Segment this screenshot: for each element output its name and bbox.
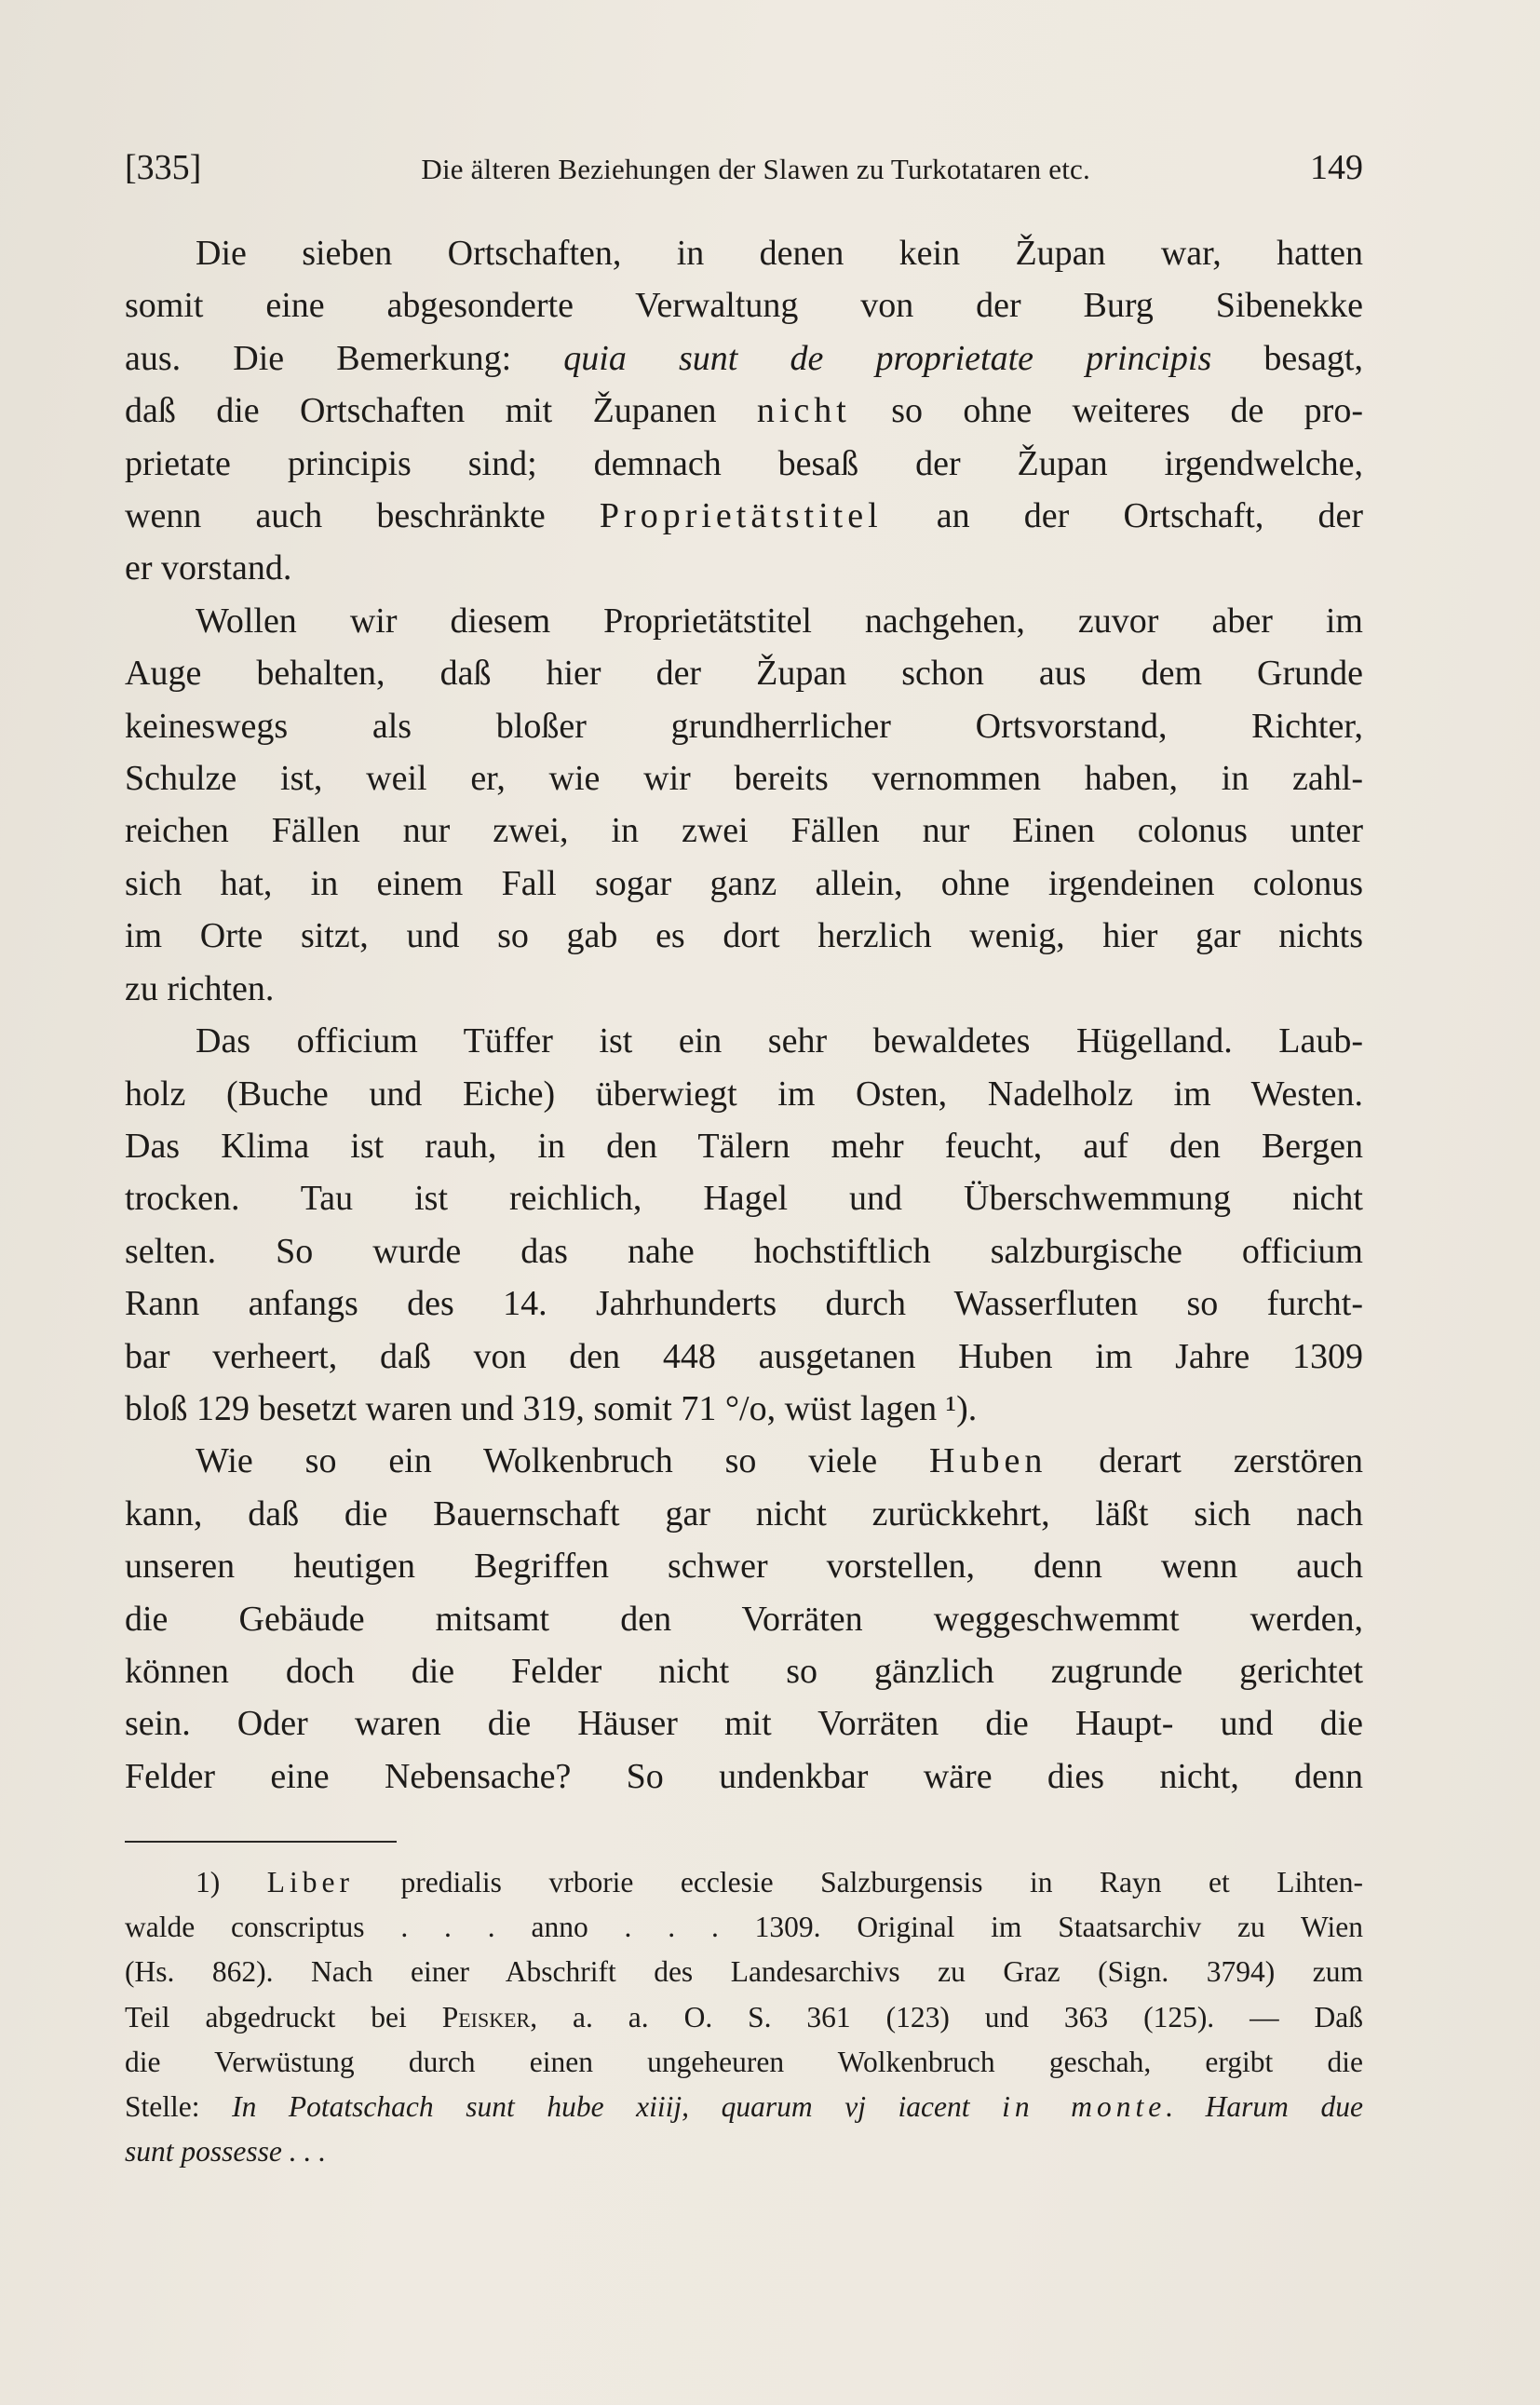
italic-spaced-emphasis: in monte xyxy=(1002,2090,1167,2124)
text-line: Die sieben Ortschaften, in denen kein Župan war, hatten xyxy=(196,234,1363,273)
page-number: 149 xyxy=(1310,148,1363,187)
text-run: wenn auch beschränkte xyxy=(125,496,600,536)
main-text xyxy=(125,227,1363,1803)
paragraph-1 xyxy=(125,227,1363,595)
spaced-emphasis: Huben xyxy=(929,1441,1047,1481)
text-line: Felder eine Nebensache? So undenkbar wäre dies nicht, denn xyxy=(125,1756,1363,1796)
footnote-line xyxy=(125,1995,1363,2040)
text-line: trocken. Tau ist reichlich, Hagel und Überschwemmung nicht xyxy=(125,1179,1363,1219)
text-line: sich hat, in einem Fall sogar ganz allein, ohne irgendeinen colonus xyxy=(125,863,1363,903)
italic-quote: In Potatschach sunt hube xiiij, quarum vj iacent xyxy=(232,2090,1003,2124)
footnote-line xyxy=(125,1860,1363,1905)
italic-quote: sunt possesse . . . xyxy=(125,2135,327,2169)
italic-quote: quia sunt de proprietate principis xyxy=(563,338,1212,378)
text-line: Das Klima ist rauh, in den Tälern mehr feucht, auf den Bergen xyxy=(125,1126,1363,1166)
text-line xyxy=(125,490,1363,542)
text-line: im Orte sitzt, und so gab es dort herzlich wenig, hier gar nichts xyxy=(125,916,1363,956)
text-line: er vorstand. xyxy=(125,548,292,588)
text-line xyxy=(125,332,1363,385)
text-line: unseren heutigen Begriffen schwer vorstellen, denn wenn auch xyxy=(125,1547,1363,1587)
text-line: reichen Fällen nur zwei, in zwei Fällen nur Einen colonus unter xyxy=(125,811,1363,851)
text-run: , a. a. O. S. 361 (123) und 363 (125). — Daß xyxy=(530,2000,1363,2033)
author-name: Peisker xyxy=(441,2000,531,2033)
text-run: predialis vrborie ecclesie Salzburgensis in Rayn et Lihten- xyxy=(353,1866,1363,1898)
text-run: Stelle: xyxy=(125,2090,233,2124)
text-line: somit eine abgesonderte Verwaltung von der Burg Sibenekke xyxy=(125,286,1363,326)
footnote-divider xyxy=(125,1841,397,1843)
text-line: holz (Buche und Eiche) überwiegt im Osten, Nadelholz im Westen. xyxy=(125,1074,1363,1114)
text-run: aus. Die Bemerkung: xyxy=(125,338,564,378)
spaced-emphasis: nicht xyxy=(756,391,851,431)
footnote-line xyxy=(125,2085,1363,2129)
text-line xyxy=(125,385,1363,437)
text-line: Auge behalten, daß hier der Župan schon aus dem Grunde xyxy=(125,654,1363,694)
footnote-line xyxy=(125,2129,1363,2174)
text-line: die Gebäude mitsamt den Vorräten weggeschwemmt werden, xyxy=(125,1599,1363,1639)
text-run: daß die Ortschaften mit Županen xyxy=(125,391,757,431)
footnote-line: walde conscriptus . . . anno . . . 1309. Original im Staatsarchiv zu Wien xyxy=(125,1911,1363,1944)
text-run: derart zerstören xyxy=(1047,1441,1363,1481)
paragraph-2 xyxy=(125,595,1363,1015)
text-line: Das officium Tüffer ist ein sehr bewaldetes Hügelland. Laub- xyxy=(196,1021,1363,1061)
text-run: Teil abgedruckt bei xyxy=(125,2000,442,2033)
text-line: bar verheert, daß von den 448 ausgetanen Huben im Jahre 1309 xyxy=(125,1336,1363,1376)
spaced-emphasis: Proprietätstitel xyxy=(599,496,883,536)
paragraph-4 xyxy=(125,1435,1363,1803)
paragraph-3 xyxy=(125,1015,1363,1435)
text-run: besagt, xyxy=(1211,338,1363,378)
text-line: Schulze ist, weil er, wie wir bereits vernommen haben, in zahl- xyxy=(125,759,1363,799)
spaced-emphasis: Liber xyxy=(266,1866,354,1898)
italic-quote: . Harum due xyxy=(1166,2090,1363,2124)
text-run: Wie so ein Wolkenbruch so viele xyxy=(196,1441,930,1481)
text-line: selten. So wurde das nahe hochstiftlich salzburgische officium xyxy=(125,1231,1363,1271)
text-run: an der Ortschaft, der xyxy=(882,496,1363,536)
running-header xyxy=(125,147,1363,188)
text-line: sein. Oder waren die Häuser mit Vorräten die Haupt- und die xyxy=(125,1704,1363,1744)
text-line: kann, daß die Bauernschaft gar nicht zurückkehrt, läßt sich nach xyxy=(125,1493,1363,1534)
text-line: prietate principis sind; demnach besaß der Župan irgendwelche, xyxy=(125,443,1363,483)
text-line: zu richten. xyxy=(125,968,275,1008)
footnote xyxy=(125,1860,1363,2174)
text-line: keineswegs als bloßer grundherrlicher Ortsvorstand, Richter, xyxy=(125,706,1363,746)
text-run: so ohne weiteres de pro- xyxy=(850,391,1363,431)
footnote-line: die Verwüstung durch einen ungeheuren Wolkenbruch geschah, ergibt die xyxy=(125,2045,1363,2078)
text-line: können doch die Felder nicht so gänzlich zugrunde gerichtet xyxy=(125,1651,1363,1691)
text-line: bloß 129 besetzt waren und 319, somit 71 °/o, wüst lagen ¹). xyxy=(125,1388,978,1428)
text-line: Wollen wir diesem Proprietätstitel nachgehen, zuvor aber im xyxy=(196,601,1363,641)
footnote-number: 1) xyxy=(196,1866,267,1898)
section-number: [335] xyxy=(125,148,202,187)
footnote-line: (Hs. 862). Nach einer Abschrift des Landesarchivs zu Graz (Sign. 3794) zum xyxy=(125,1955,1363,1989)
text-line xyxy=(125,1435,1363,1487)
running-title: Die älteren Beziehungen der Slawen zu Turkotataren etc. xyxy=(421,153,1090,185)
text-line: Rann anfangs des 14. Jahrhunderts durch Wasserfluten so furcht- xyxy=(125,1284,1363,1324)
